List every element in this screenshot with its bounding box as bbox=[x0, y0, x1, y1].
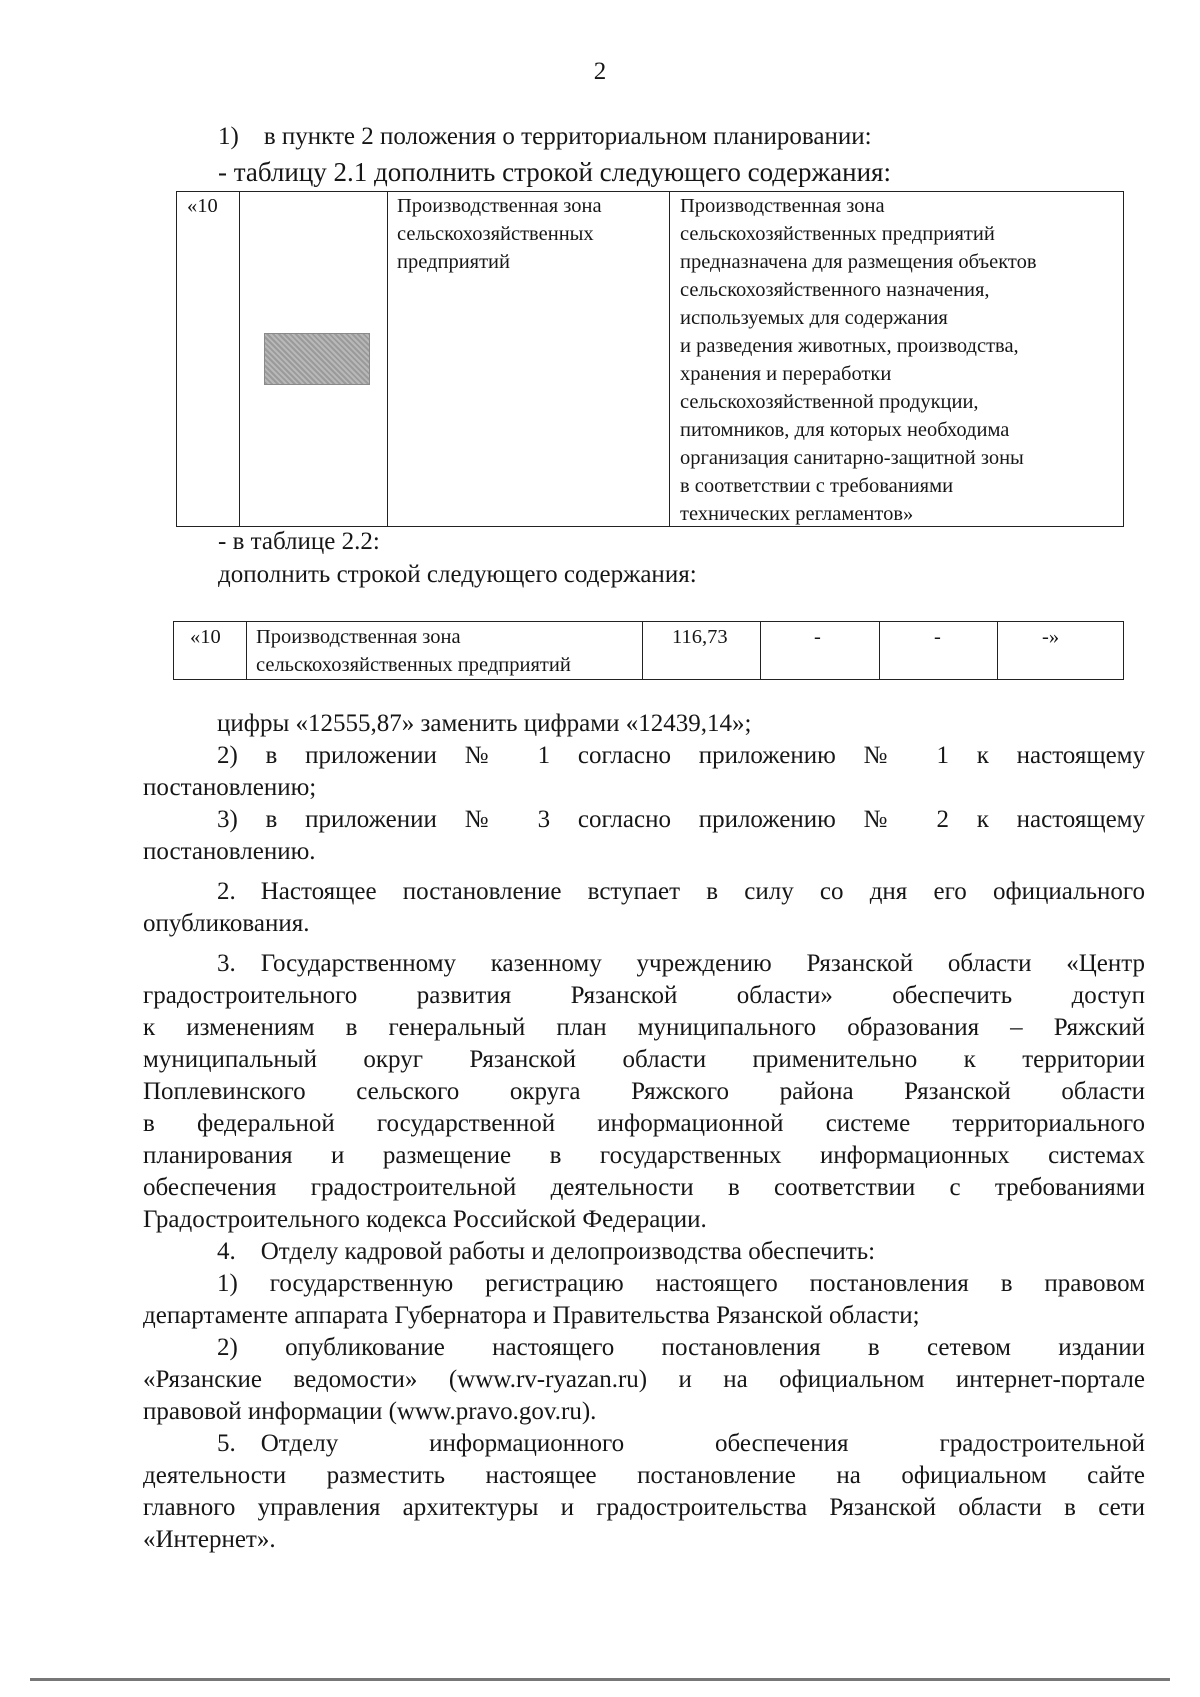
paragraph-3: 3. Государственному казенному учреждению Рязанской области «Центр градостроительного развития Рязанской области» обеспечить доступ к изменениям в генеральный план муниципального образования – Ряжский муниципальный округ Рязанской области применительно к территории Поплевинского сельского округа Ряжского района Рязанской области в федеральной государственной информационной системе территориального планирования и размещение в государственных информационных системах обеспечения градостроительной деятельности в соответствии с требованиями Градостроительного кодекса Российской Федерации. bbox=[143, 950, 1145, 1233]
description-line: используемых для содержания bbox=[680, 307, 948, 329]
zone-name-line: Производственная зона bbox=[397, 195, 602, 217]
description-line: сельскохозяйственных предприятий bbox=[680, 223, 995, 245]
table-divider bbox=[387, 192, 388, 526]
zone-description-cell bbox=[680, 192, 1037, 528]
table-divider bbox=[246, 622, 247, 679]
table-divider bbox=[642, 622, 643, 679]
table-cell: - bbox=[934, 626, 941, 648]
zone-name-cell bbox=[256, 623, 571, 679]
scan-edge-line bbox=[30, 1678, 1170, 1681]
table-cell: - bbox=[814, 626, 821, 648]
table-2-1-instruction: - таблицу 2.1 дополнить строкой следующего содержания: bbox=[218, 157, 891, 187]
amendment-item-3: 3) в приложении № 3 согласно приложению № 2 к настоящему постановлению. bbox=[143, 806, 1145, 865]
description-line: организация санитарно-защитной зоны bbox=[680, 447, 1024, 469]
zone-legend-swatch bbox=[264, 333, 370, 385]
description-line: технических регламентов» bbox=[680, 503, 914, 525]
row-number: «10 bbox=[190, 626, 221, 648]
figures-replacement: цифры «12555,87» заменить цифрами «12439,14»; bbox=[217, 710, 752, 737]
row-number: «10 bbox=[187, 195, 218, 217]
main-text bbox=[143, 708, 1145, 1556]
paragraph-4-item-2: 2) опубликование настоящего постановления в сетевом издании «Рязанские ведомости» (www.rv-ryazan.ru) и на официальном интернет-портале правовой информации (www.pravo.gov.ru). bbox=[143, 1334, 1145, 1425]
zone-name-line: сельскохозяйственных предприятий bbox=[256, 654, 571, 676]
amendment-item-2: 2) в приложении № 1 согласно приложению № 1 к настоящему постановлению; bbox=[143, 742, 1145, 801]
zone-area-cell: 116,73 bbox=[672, 626, 728, 648]
zone-name-line: Производственная зона bbox=[256, 626, 461, 648]
description-line: и разведения животных, производства, bbox=[680, 335, 1019, 357]
page-number: 2 bbox=[593, 58, 607, 85]
zone-name-line: предприятий bbox=[397, 251, 511, 273]
description-line: питомников, для которых необходима bbox=[680, 419, 1010, 441]
table-divider bbox=[997, 622, 998, 679]
table-divider bbox=[669, 192, 670, 526]
zone-name-cell bbox=[397, 192, 602, 276]
table-2-2 bbox=[173, 621, 1124, 680]
zone-name-line: сельскохозяйственных bbox=[397, 223, 594, 245]
paragraph-5: 5. Отделу информационного обеспечения градостроительной деятельности разместить настоящее постановление на официальном сайте главного управления архитектуры и градостроительства Рязанской области в сети «Интернет». bbox=[143, 1430, 1145, 1553]
paragraph-4: 4. Отделу кадровой работы и делопроизводства обеспечить: bbox=[217, 1238, 876, 1265]
paragraph-2: 2. Настоящее постановление вступает в силу со дня его официального опубликования. bbox=[143, 878, 1145, 937]
description-line: в соответствии с требованиями bbox=[680, 475, 954, 497]
table-cell: -» bbox=[1042, 626, 1060, 648]
description-line: предназначена для размещения объектов bbox=[680, 251, 1037, 273]
table-2-2-heading: - в таблице 2.2: bbox=[218, 528, 380, 555]
table-divider bbox=[879, 622, 880, 679]
description-line: сельскохозяйственной продукции, bbox=[680, 391, 979, 413]
table-divider bbox=[760, 622, 761, 679]
table-divider bbox=[239, 192, 240, 526]
amendment-item-1: 1) в пункте 2 положения о территориальном планировании: bbox=[218, 123, 872, 150]
description-line: Производственная зона bbox=[680, 195, 885, 217]
paragraph-4-item-1: 1) государственную регистрацию настоящего постановления в правовом департаменте аппарата Губернатора и Правительства Рязанской области; bbox=[143, 1270, 1145, 1329]
description-line: хранения и переработки bbox=[680, 363, 892, 385]
table-2-1 bbox=[176, 191, 1124, 527]
description-line: сельскохозяйственного назначения, bbox=[680, 279, 990, 301]
table-2-2-instruction: дополнить строкой следующего содержания: bbox=[218, 561, 697, 588]
